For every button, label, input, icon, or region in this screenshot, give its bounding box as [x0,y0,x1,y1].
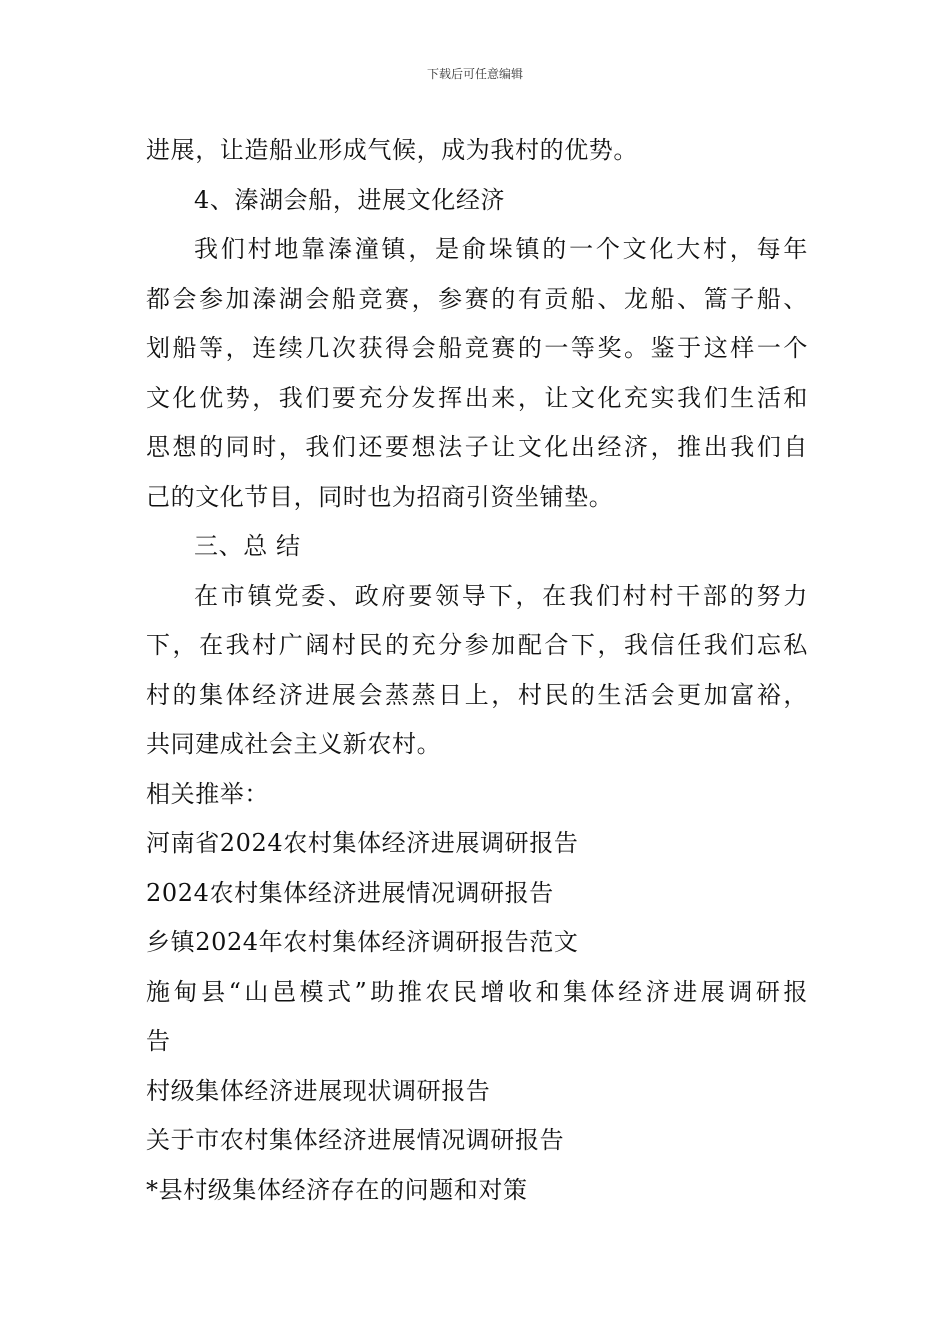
related-link[interactable]: 2024农村集体经济进展情况调研报告 [146,878,554,907]
page-header-note: 下载后可任意编辑 [426,67,523,81]
related-link[interactable]: 村级集体经济进展现状调研报告 [146,1076,491,1105]
related-link[interactable]: *县村级集体经济存在的问题和对策 [146,1175,528,1204]
text-line: 下，在我村广阔村民的充分参加配合下，我信任我们忘私 [146,631,808,659]
related-link[interactable]: 乡镇2024年农村集体经济调研报告范文 [146,928,579,956]
text-line: 文化优势，我们要充分发挥出来，让文化充实我们生活和 [146,383,808,412]
related-link[interactable]: 河南省2024农村集体经济进展调研报告 [146,829,579,857]
text-line: 我们村地靠溱潼镇，是俞垛镇的一个文化大村，每年 [194,235,808,263]
text-line: 在市镇党委、政府要领导下，在我们村村干部的努力 [194,581,808,610]
related-heading: 相关推举： [146,779,269,808]
text-line: 都会参加溱湖会船竞赛，参赛的有贡船、龙船、篙子船、 [146,284,808,313]
text-line: 己的文化节目，同时也为招商引资坐铺垫。 [146,482,614,511]
text-line: 思想的同时，我们还要想法子让文化出经济，推出我们自 [146,433,808,461]
text-line: 划船等，连续几次获得会船竞赛的一等奖。鉴于这样一个 [146,334,808,362]
related-link[interactable]: 施甸县“山邑模式”助推农民增收和集体经济进展调研报 [146,977,808,1006]
document-body [146,126,808,1215]
section-heading: 4、溱湖会船，进展文化经济 [194,185,506,214]
text-line: 共同建成社会主义新农村。 [146,730,442,758]
section-heading: 三、总 结 [194,532,301,560]
related-link[interactable]: 关于市农村集体经济进展情况调研报告 [146,1126,565,1154]
text-line: 村的集体经济进展会蒸蒸日上，村民的生活会更加富裕， [146,680,808,709]
related-link-continuation[interactable]: 告 [146,1027,171,1055]
text-line: 进展，让造船业形成气候，成为我村的优势。 [146,136,638,164]
